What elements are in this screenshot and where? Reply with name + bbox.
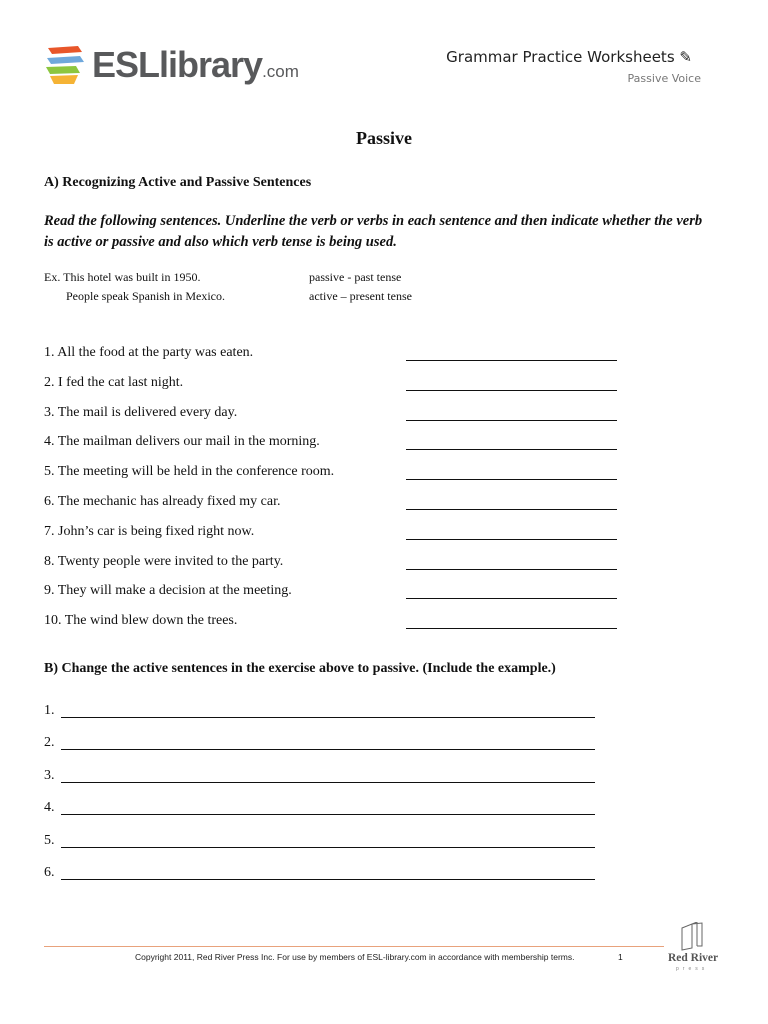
exercise-sentence: 1. All the food at the party was eaten. bbox=[44, 345, 254, 360]
copyright-text: Copyright 2011, Red River Press Inc. For use by members of ESL-library.com in accordance with membership terms. bbox=[135, 952, 575, 962]
answer-line[interactable] bbox=[406, 628, 617, 629]
answer-line[interactable] bbox=[406, 420, 617, 421]
answer-number: 3. bbox=[44, 767, 55, 783]
answer-number: 1. bbox=[44, 703, 55, 718]
topic-subtitle: Passive Voice bbox=[627, 72, 701, 85]
answer-number: 2. bbox=[44, 735, 55, 751]
answer-line[interactable] bbox=[406, 539, 617, 540]
pages-icon bbox=[678, 922, 706, 952]
page-number: 1 bbox=[618, 952, 623, 962]
publisher-sub: press bbox=[676, 966, 709, 972]
exercise-sentence: 7. John’s car is being fixed right now. bbox=[44, 523, 255, 539]
pencil-icon: ✎ bbox=[679, 48, 692, 66]
answer-line[interactable] bbox=[61, 717, 595, 718]
answer-line[interactable] bbox=[406, 569, 617, 570]
exercise-sentence: 5. The meeting will be held in the conference room. bbox=[44, 464, 335, 480]
publisher-name: Red River bbox=[668, 952, 719, 964]
exercise-sentence: 2. I fed the cat last night. bbox=[44, 374, 184, 390]
answer-line[interactable] bbox=[406, 390, 617, 391]
exercise-sentence: 6. The mechanic has already fixed my car. bbox=[44, 494, 281, 509]
answer-line[interactable] bbox=[61, 749, 595, 750]
example-answer: active – present tense bbox=[309, 289, 412, 303]
answer-line[interactable] bbox=[406, 479, 617, 480]
exercise-sentence: 8. Twenty people were invited to the party. bbox=[44, 553, 284, 569]
answer-number: 5. bbox=[44, 832, 55, 848]
example-sentence: People speak Spanish in Mexico. bbox=[66, 289, 225, 303]
answer-line[interactable] bbox=[406, 360, 617, 361]
exercise-sentence: 4. The mailman delivers our mail in the morning. bbox=[44, 434, 320, 450]
answer-line[interactable] bbox=[61, 814, 595, 815]
section-a-instructions: Read the following sentences. Underline the verb or verbs in each sentence and then indicate whether the verb is active or passive and also which verb tense is being used. bbox=[44, 213, 703, 250]
answer-number: 4. bbox=[44, 800, 55, 816]
exercise-sentence: 3. The mail is delivered every day. bbox=[44, 404, 238, 420]
answer-line[interactable] bbox=[406, 509, 617, 510]
footer-divider bbox=[44, 946, 664, 947]
example-answer: passive - past tense bbox=[309, 270, 402, 284]
answer-line[interactable] bbox=[61, 782, 595, 783]
page-title: Passive bbox=[356, 128, 412, 148]
book-stack-icon bbox=[44, 44, 90, 88]
answer-number: 6. bbox=[44, 865, 55, 880]
answer-line[interactable] bbox=[61, 879, 595, 880]
answer-line[interactable] bbox=[406, 449, 617, 450]
exercise-sentence: 9. They will make a decision at the meeting. bbox=[44, 583, 292, 599]
exercise-sentence: 10. The wind blew down the trees. bbox=[44, 613, 238, 629]
example-sentence: Ex. This hotel was built in 1950. bbox=[44, 270, 201, 284]
series-title: Grammar Practice Worksheets ✎ bbox=[446, 48, 692, 66]
section-b-heading: B) Change the active sentences in the exercise above to passive. (Include the example.) bbox=[44, 661, 556, 676]
answer-line[interactable] bbox=[61, 847, 595, 848]
esl-library-logo bbox=[44, 44, 90, 88]
answer-line[interactable] bbox=[406, 598, 617, 599]
section-a-heading: A) Recognizing Active and Passive Sentences bbox=[44, 175, 312, 190]
logo-wordmark: ESLlibrary.com bbox=[92, 44, 299, 85]
